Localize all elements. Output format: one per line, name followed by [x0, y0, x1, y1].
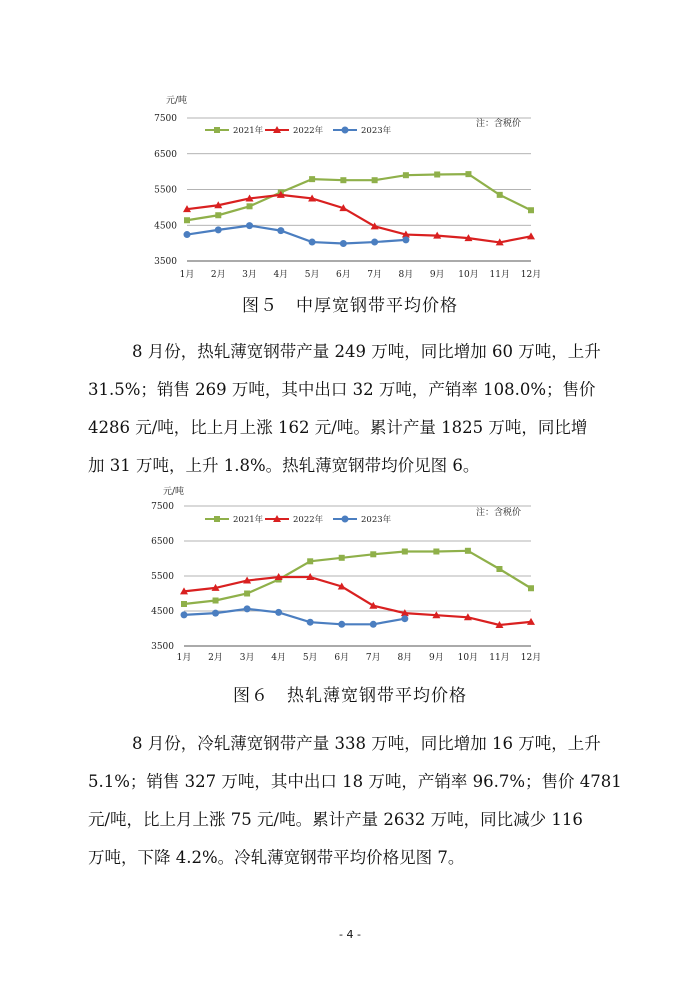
- figure-5-caption: 图５ 中厚宽钢带平均价格: [242, 296, 458, 316]
- x-tick-label: 6月: [334, 653, 350, 663]
- legend-marker: [342, 516, 349, 523]
- data-point: [307, 558, 313, 564]
- data-point: [401, 615, 408, 622]
- legend-label: 2021年: [233, 126, 264, 136]
- data-point: [465, 171, 471, 177]
- data-point: [433, 549, 439, 555]
- data-point: [402, 236, 409, 243]
- x-tick-label: 5月: [302, 653, 318, 663]
- x-tick-label: 12月: [520, 653, 542, 663]
- x-tick-label: 12月: [520, 270, 542, 280]
- data-point: [277, 227, 284, 234]
- data-point: [309, 239, 316, 246]
- paragraph-cold-rolled: [88, 725, 622, 877]
- data-point: [340, 240, 347, 247]
- x-tick-label: 11月: [489, 653, 510, 663]
- y-unit-label: 元/吨: [166, 96, 188, 106]
- x-tick-label: 5月: [304, 270, 320, 280]
- data-point: [528, 585, 534, 591]
- legend-label: 2022年: [293, 126, 324, 136]
- y-tick-label: 5500: [154, 185, 177, 196]
- y-tick-label: 4500: [154, 221, 177, 232]
- x-tick-label: 1月: [179, 270, 195, 280]
- data-point: [184, 217, 190, 223]
- price-note: 注：含税价: [476, 119, 522, 129]
- legend-label: 2022年: [293, 515, 324, 525]
- legend-marker: [214, 127, 220, 133]
- x-tick-label: 11月: [489, 270, 510, 280]
- x-tick-label: 4月: [271, 653, 287, 663]
- series-line-2021年: [187, 174, 531, 220]
- data-point: [497, 192, 503, 198]
- data-point: [212, 610, 219, 617]
- data-point: [213, 598, 219, 604]
- x-tick-label: 4月: [273, 270, 289, 280]
- data-point: [181, 611, 188, 618]
- y-tick-label: 4500: [151, 607, 174, 617]
- data-point: [338, 621, 345, 628]
- paragraph-line: 4286 元/吨，比上月上涨 162 元/吨。累计产量 1825 万吨，同比增: [88, 418, 588, 437]
- data-point: [465, 548, 471, 554]
- data-point: [370, 551, 376, 557]
- paragraph-line: 加 31 万吨，上升 1.8%。热轧薄宽钢带均价见图 6。: [88, 456, 480, 475]
- paragraph-line: 31.5%；销售 269 万吨，其中出口 32 万吨，产销率 108.0%；售价: [88, 380, 596, 399]
- paragraph-hot-rolled: [88, 333, 612, 485]
- data-point: [434, 171, 440, 177]
- y-tick-label: 3500: [154, 257, 177, 267]
- data-point: [244, 605, 251, 612]
- x-tick-label: 7月: [367, 270, 383, 280]
- y-unit-label: 元/吨: [163, 487, 185, 497]
- paragraph-line: 5.1%；销售 327 万吨，其中出口 18 万吨，产销率 96.7%；售价 4781: [88, 772, 622, 791]
- chart-6: [151, 485, 541, 663]
- data-point: [370, 621, 377, 628]
- data-point: [275, 609, 282, 616]
- x-tick-label: 3月: [239, 653, 255, 663]
- price-note: 注：含税价: [476, 508, 522, 518]
- paragraph-line: 元/吨，比上月上涨 75 元/吨。累计产量 2632 万吨，同比减少 116: [88, 810, 583, 829]
- data-point: [402, 549, 408, 555]
- x-tick-label: 6月: [335, 270, 351, 280]
- x-tick-label: 10月: [458, 270, 479, 280]
- data-point: [339, 555, 345, 561]
- x-tick-label: 7月: [365, 653, 381, 663]
- data-point: [371, 239, 378, 246]
- x-tick-label: 9月: [429, 270, 445, 280]
- legend-marker: [214, 516, 220, 522]
- data-point: [496, 566, 502, 572]
- chart-5: [154, 94, 541, 280]
- data-point: [340, 177, 346, 183]
- x-tick-label: 2月: [210, 270, 226, 280]
- x-tick-label: 10月: [457, 653, 479, 663]
- paragraph-line: 8 月份，热轧薄宽钢带产量 249 万吨，同比增加 60 万吨，上升: [132, 342, 601, 361]
- data-point: [246, 222, 253, 229]
- data-point: [372, 177, 378, 183]
- series-line-2022年: [184, 577, 531, 625]
- x-tick-label: 1月: [176, 653, 192, 663]
- data-point: [309, 176, 315, 182]
- y-tick-label: 5500: [151, 572, 174, 582]
- legend-label: 2021年: [233, 515, 264, 525]
- y-tick-label: 7500: [151, 502, 174, 512]
- figure-6-caption: 图６ 热轧薄宽钢带平均价格: [233, 686, 467, 706]
- page-number: - 4 -: [339, 928, 361, 941]
- legend-label: 2023年: [361, 126, 392, 136]
- data-point: [215, 212, 221, 218]
- data-point: [528, 207, 534, 213]
- x-tick-label: 2月: [208, 653, 223, 663]
- y-tick-label: 3500: [151, 642, 174, 652]
- x-tick-label: 3月: [242, 270, 257, 280]
- y-tick-label: 7500: [154, 114, 177, 124]
- legend-marker: [342, 127, 349, 134]
- data-point: [181, 601, 187, 607]
- y-tick-label: 6500: [151, 537, 174, 547]
- paragraph-line: 万吨，下降 4.2%。冷轧薄宽钢带平均价格见图 7。: [88, 848, 465, 867]
- paragraph-line: 8 月份，冷轧薄宽钢带产量 338 万吨，同比增加 16 万吨，上升: [132, 734, 601, 753]
- x-tick-label: 8月: [397, 653, 413, 663]
- x-tick-label: 9月: [428, 653, 444, 663]
- data-point: [403, 172, 409, 178]
- series-line-2022年: [187, 195, 531, 243]
- data-point: [247, 203, 253, 209]
- y-tick-label: 6500: [154, 149, 177, 160]
- data-point: [215, 226, 222, 233]
- legend-label: 2023年: [361, 515, 392, 525]
- data-point: [244, 591, 250, 597]
- data-point: [184, 231, 191, 238]
- x-tick-label: 8月: [398, 270, 414, 280]
- data-point: [307, 619, 314, 626]
